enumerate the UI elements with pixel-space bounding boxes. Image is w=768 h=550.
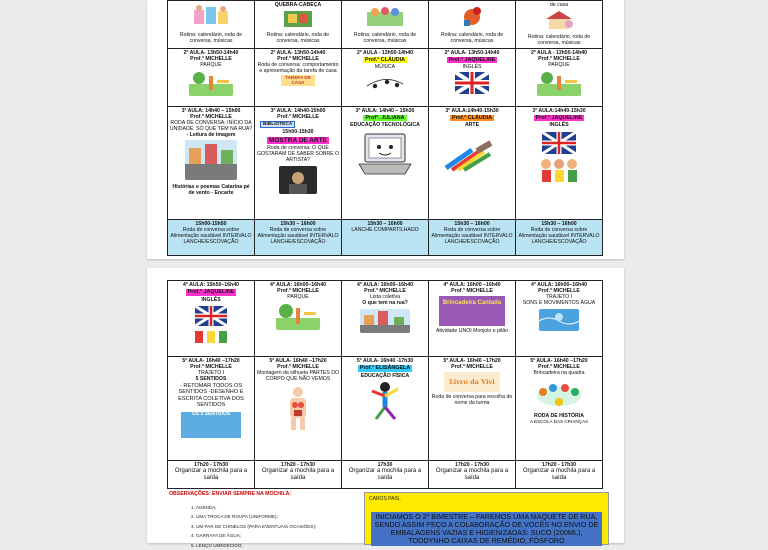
street-scene-image: [360, 309, 410, 333]
teacher-tag: Prof.ª ELISÂNGELA: [359, 365, 411, 372]
cell-header: 2ª AULA - 13h50-14h40: [530, 49, 588, 56]
cell-subject: RODA DE CONVERSA: INÍCIO DA UNIDADE: SÓ QUE TEM NA RUA?: [169, 119, 253, 132]
book-cover-image: Livro da Vivi: [444, 372, 500, 392]
library-label: BIBLIOTECA: [260, 121, 295, 129]
teacher-name: Prof.ª MICHELLE: [277, 113, 319, 120]
cell-subject: 5 SENTIDOS: [195, 376, 227, 383]
cell-subject: ARTE: [464, 122, 480, 128]
cell-text: Rotina: calendário, roda de conversa, músicas: [266, 32, 330, 45]
cell-subject: EDUCAÇÃO FÍSICA: [360, 372, 410, 379]
cell-subject: Roda de conversa: O QUE GOSTARAM DE SABER SOBRE O ARTISTA?: [256, 145, 340, 164]
cell-subject: PARQUE: [548, 61, 570, 68]
cell: [516, 219, 603, 255]
cell-subject: EDUCAÇÃO TECNOLÓGICA: [350, 122, 420, 128]
cell: [516, 281, 603, 357]
cell-header: 4ª AULA: 16h00 –16h40: [443, 282, 501, 288]
teacher-tag: Prof.ª CLÁUDIA: [451, 114, 493, 121]
teacher-tag: Prof.ª JAQUELINE: [187, 289, 235, 296]
cell-subject: Montagem da silhueta PARTES DO CORPO QUE NÃO VEMOS: [257, 370, 339, 383]
cell-header: 5ª AULA- 16h40 –17h20: [530, 358, 588, 364]
teacher-name: Prof.ª MICHELLE: [451, 364, 493, 371]
cell-subject: PARQUE: [287, 294, 309, 301]
cell-footer: Atividade UNOI Monjolo e pilão: [435, 328, 509, 335]
cell: [516, 106, 603, 219]
children-flag-image: [534, 130, 584, 184]
cell-title: QUEBRA-CABEÇA: [274, 2, 322, 8]
cell-title: de casa: [549, 2, 569, 8]
cell: [255, 219, 342, 255]
cell-subject: Lista coletiva: [370, 294, 400, 301]
teacher-tag: Prof.ª CLÁUDIA: [364, 56, 406, 63]
note-text: INICIAMOS O 2º BIMESTRE – FAREMOS UMA MAQUETE DE RUA, SENDO ASSIM PEÇO A COLABORAÇÃO DE VOCÊS NO ENVIO DE EMBALAGENS VAZIAS E HIGIENIZADAS: SUCO (200ML), TODDYNHO CAIXAS DE REMÉDIO, FÓSFORO: [371, 512, 602, 546]
cell-text: Organizar a mochila para a saída: [522, 468, 596, 482]
teacher-name: Prof.ª MICHELLE: [190, 364, 232, 371]
schedule-table-1: [167, 0, 603, 256]
cell-subject: INGLÊS: [201, 296, 221, 303]
cell-header: 5ª AULA- 16h40 –17h20: [443, 358, 501, 364]
music-notes-icon: [363, 72, 407, 92]
teacher-name: Prof.ª MICHELLE: [277, 288, 319, 295]
cell-header: 15h30 – 16h00: [541, 220, 577, 227]
cell-header: 2ª AULA- 13h50-14h40: [444, 49, 500, 56]
table-row: [168, 461, 603, 489]
cell: [429, 357, 516, 461]
cell-header: 4ª AULA: 15h50–16h40: [183, 282, 239, 288]
street-scene-image: [185, 140, 237, 180]
cell-header: 3ª AULA:14h40-15h30: [532, 107, 586, 114]
cell-footer: RODA DE HISTÓRIA: [534, 412, 584, 419]
water-image: [539, 309, 579, 331]
cell-footer: Histórias e poemas Catarina pé de vento - Encarte: [172, 184, 250, 197]
paintbrush-image: [442, 130, 502, 176]
cell-subject: Brincadeira na quadra: [533, 370, 585, 377]
observations-title: OBSERVAÇÕES: ENVIAR SEMPRE NA MOCHILA:: [169, 491, 292, 497]
cell: [429, 461, 516, 489]
cell: [255, 48, 342, 106]
cell: [255, 357, 342, 461]
cell: [429, 48, 516, 106]
cell: [516, 357, 603, 461]
teacher-name: Prof.ª MICHELLE: [364, 288, 406, 295]
cell-header: 4ª AULA: 16h00–16h40: [531, 282, 587, 288]
body-organs-image: [278, 385, 318, 431]
cell-subject: INGLÊS: [549, 122, 569, 128]
cell-header: 17h20 - 17h30: [193, 462, 229, 468]
cell-header: 17h20 - 17h30: [541, 462, 577, 468]
cell: [255, 281, 342, 357]
teacher-name: Prof.ª MICHELLE: [190, 113, 232, 120]
cell-text: Organizar a mochila para a saída: [261, 468, 335, 482]
table-row: [168, 48, 603, 106]
cell-header: 3ª AULA: 14h40 – 15h00: [181, 107, 241, 114]
children-flag-image: [189, 305, 233, 345]
cell-subject: INGLÊS: [462, 64, 482, 70]
cell-text: LANCHE COMPARTILHADO: [351, 226, 419, 233]
cell-text: Organizar a mochila para a saída: [435, 468, 509, 482]
list-item: 3. UM PAR DE CHINELOS (PARA EVENTUAIS OCASIÕES);: [191, 523, 317, 529]
teacher-name: Prof.ª MICHELLE: [277, 364, 319, 371]
cell: [342, 48, 429, 106]
cell-header: 2ª AULA - 13h50-14h40: [356, 49, 414, 56]
cell: [429, 106, 516, 219]
playground-image: [276, 302, 320, 330]
cell-subject: TRAJETO I: [197, 370, 225, 377]
cell-subject: TRAJETO I: [545, 294, 573, 301]
cell-time: 15h00-15h30: [282, 129, 314, 136]
cell-subject: SONS E MOVIMENTOS ÁGUA: [522, 300, 596, 307]
cell-header: 5ª AULA- 16h40 –17h20: [269, 358, 327, 364]
note-label: CAROS PAIS,: [369, 496, 401, 502]
cell-text: Rotina: calendário, roda de conversa, músicas: [440, 32, 504, 45]
teacher-name: Prof.ª MICHELLE: [190, 55, 232, 62]
cell-header: 17h30: [377, 462, 393, 468]
cell: [342, 281, 429, 357]
table-row: [168, 281, 603, 357]
cell-text: Rotina: calendário, roda de conversa, músicas: [179, 32, 243, 45]
cell-header: 15h00-15h50: [195, 220, 227, 227]
schedule-page-2: [147, 268, 624, 548]
laptop-icon: [355, 130, 415, 178]
cell: [255, 461, 342, 489]
cell-subject: MÚSICA: [374, 64, 396, 70]
cell: [516, 48, 603, 106]
playground-image: [189, 70, 233, 96]
teacher-name: Prof.ª MICHELLE: [451, 288, 493, 295]
table-row: [168, 106, 603, 219]
cell: [255, 106, 342, 219]
cell: [516, 461, 603, 489]
cell: [168, 106, 255, 219]
cell-header: 4ª AULA: 16h00–16h40: [357, 282, 413, 288]
cell-subject: Roda de conversa: comportamento e apresentação da tarefa de casa: [257, 61, 339, 74]
puzzle-image: [283, 10, 313, 28]
cell: [168, 1, 255, 49]
cell-header: 2ª AULA- 13h50-14h40: [270, 49, 326, 56]
cell: [342, 106, 429, 219]
cell-text: Rotina: calendário, roda de conversa, músicas: [353, 32, 417, 45]
teacher-name: Prof.ª MICHELLE: [277, 55, 319, 62]
cell: [168, 357, 255, 461]
song-game-image: Brincadeira Cantada: [439, 296, 505, 326]
cell: [342, 1, 429, 49]
cell: [342, 219, 429, 255]
children-dancing-image: [190, 4, 232, 28]
table-row: [168, 357, 603, 461]
teacher-name: Prof.ª MICHELLE: [538, 55, 580, 62]
cell: [168, 461, 255, 489]
cell-text: Roda de conversa sobre Alimentação saudável INTERVALO LANCHE/ESCOVAÇÃO: [257, 226, 339, 245]
children-circle-image: [533, 378, 585, 408]
cell-header: 3ª AULA:14h40-15h30: [445, 107, 499, 114]
table-row: [168, 219, 603, 255]
cell-text: Roda de conversa sobre Alimentação saudável INTERVALO LANCHE/ESCOVAÇÃO: [431, 226, 513, 245]
teacher-tag: Prof.ª JAQUELINE: [448, 56, 496, 63]
parents-note: [364, 492, 609, 545]
sports-figure-icon: [368, 381, 402, 421]
cell: [255, 1, 342, 49]
cell: [429, 1, 516, 49]
rooster-image: [455, 4, 489, 28]
cell-subject: - Leitura de imagem: [186, 132, 236, 138]
teacher-name: Prof.ª MICHELLE: [538, 364, 580, 371]
artist-photo: [279, 166, 317, 194]
cell-header: 5ª AULA- 16h40 -17h30: [356, 358, 414, 364]
cell-subject: O que tem na rua?: [362, 300, 408, 307]
cell-header: 15h30 – 16h00: [454, 220, 490, 227]
table-row: [168, 1, 603, 49]
cell-text: Roda de conversa sobre Alimentação saudável INTERVALO LANCHE/ESCOVAÇÃO: [518, 226, 600, 245]
cell: [342, 357, 429, 461]
cell-text: Organizar a mochila para a saída: [174, 468, 248, 482]
cell: [168, 281, 255, 357]
list-item: 5. LENÇO UMEDECIDO;: [191, 542, 243, 548]
cell: [429, 219, 516, 255]
house-image: [541, 10, 577, 30]
art-show-banner: MOSTRA DE ARTE: [268, 136, 328, 144]
cell-subject: Roda de conversa para escolha do nome da turma: [431, 394, 513, 407]
playground-image: [537, 70, 581, 96]
cell-footer: - RETOMAR TODOS OS SENTIDOS -DESENHO E ESCRITA COLETIVA DOS SENTIDOS: [178, 382, 244, 409]
cell-header: 17h20 - 17h30: [280, 462, 316, 468]
schedule-page-1: [147, 0, 624, 259]
homework-image: TAREFA DE CASA: [281, 75, 315, 86]
cell: [168, 48, 255, 106]
list-item: 1. AGENDA;: [191, 505, 217, 510]
cell-subject: PARQUE: [200, 61, 222, 68]
teacher-tag: Prof.ª JAQUELINE: [535, 114, 583, 121]
cell-footer: A ESCOLA DAS CRIANÇAS: [529, 418, 589, 424]
cell: [429, 281, 516, 357]
cell-header: 3ª AULA: 14h40-15h00: [270, 107, 326, 114]
cell-header: 15h30 – 16h00: [367, 220, 403, 227]
five-senses-image: OS 5 SENTIDOS: [181, 412, 241, 438]
cell: [342, 461, 429, 489]
cell-header: 5ª AULA- 16h40 –17h20: [182, 358, 240, 364]
uk-flag-icon: [455, 72, 489, 94]
list-item: 4. GARRAFA DE ÁGUA;: [191, 533, 242, 539]
cell-header: 2ª AULA- 13h50-14h40: [183, 49, 239, 56]
cell-text: Rotina: calendário, roda de conversa, músicas: [527, 34, 591, 47]
cell-header: 4ª AULA: 16h00–16h40: [270, 282, 326, 288]
cell-header: 15h30 – 16h00: [280, 220, 316, 227]
teacher-tag: Profª. JULIANA: [365, 114, 405, 121]
cell-header: 3ª AULA: 14h40 – 15h30: [355, 107, 415, 114]
teacher-name: Prof.ª MICHELLE: [538, 288, 580, 295]
children-group-image: [365, 4, 405, 28]
cell: [516, 1, 603, 49]
cell-text: Organizar a mochila para a saída: [348, 468, 422, 482]
cell-header: 17h20 - 17h30: [454, 462, 490, 468]
cell: [168, 219, 255, 255]
schedule-table-2: [167, 280, 603, 489]
cell-text: Roda de conversa sobre Alimentação saudável INTERVALO LANCHE/ESCOVAÇÃO: [170, 226, 252, 245]
list-item: 2. UMA TROCA DE ROUPA (UNIFORME);: [191, 514, 278, 520]
